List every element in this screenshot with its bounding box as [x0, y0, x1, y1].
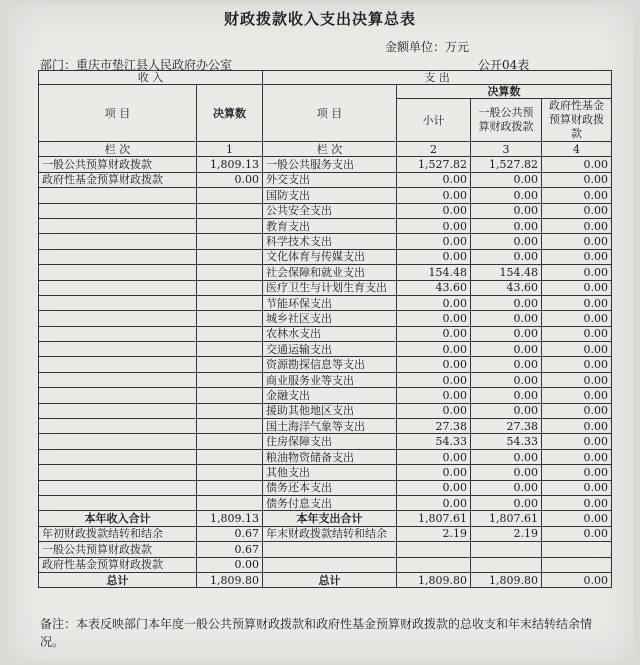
expenditure-item-cell: 节能环保支出	[263, 295, 397, 310]
income-item-cell: 总计	[39, 572, 197, 587]
header-row-1	[39, 71, 612, 85]
table-row	[39, 557, 612, 572]
expenditure-item-cell: 债务还本支出	[263, 480, 397, 495]
gov-fund-cell	[542, 557, 612, 572]
income-header: 收 入	[39, 71, 263, 85]
income-amount-cell	[197, 465, 263, 480]
expenditure-item-cell: 社会保障和就业支出	[263, 265, 397, 280]
gov-fund-cell: 0.00	[542, 372, 612, 387]
income-amount-cell	[197, 480, 263, 495]
general-budget-cell	[471, 542, 542, 557]
general-budget-cell: 0.00	[471, 465, 542, 480]
budget-summary-table	[38, 70, 612, 588]
table-row	[39, 295, 612, 310]
subtotal-cell: 0.00	[397, 234, 471, 249]
gov-fund-cell: 0.00	[542, 311, 612, 326]
general-budget-cell: 0.00	[471, 234, 542, 249]
subtotal-header: 小计	[397, 99, 471, 142]
general-budget-cell: 0.00	[471, 311, 542, 326]
gov-fund-cell: 0.00	[542, 480, 612, 495]
income-amount-cell	[197, 342, 263, 357]
income-item-cell	[39, 403, 197, 418]
income-item-cell	[39, 234, 197, 249]
income-item-cell: 一般公共预算财政拨款	[39, 157, 197, 172]
expenditure-item-cell: 金融支出	[263, 388, 397, 403]
income-amount-cell	[197, 388, 263, 403]
general-budget-cell: 1,527.82	[471, 157, 542, 172]
gov-fund-cell: 0.00	[542, 249, 612, 264]
expenditure-item-cell: 城乡社区支出	[263, 311, 397, 326]
expenditure-item-cell: 农林水支出	[263, 326, 397, 341]
income-amount-cell: 0.00	[197, 557, 263, 572]
subtotal-cell	[397, 557, 471, 572]
table-row	[39, 419, 612, 434]
gov-fund-cell: 0.00	[542, 157, 612, 172]
general-budget-cell: 0.00	[471, 403, 542, 418]
income-amount-cell	[197, 372, 263, 387]
subtotal-cell: 0.00	[397, 480, 471, 495]
gov-fund-cell: 0.00	[542, 188, 612, 203]
header-row-2	[39, 85, 612, 99]
expenditure-item-cell: 其他支出	[263, 465, 397, 480]
income-item-cell	[39, 295, 197, 310]
general-budget-cell: 2.19	[471, 526, 542, 541]
income-item-cell	[39, 188, 197, 203]
general-budget-cell: 0.00	[471, 480, 542, 495]
income-item-cell	[39, 419, 197, 434]
subtotal-cell: 0.00	[397, 372, 471, 387]
subtotal-cell: 0.00	[397, 172, 471, 187]
income-item-cell	[39, 495, 197, 510]
table-row	[39, 480, 612, 495]
gov-fund-cell: 0.00	[542, 357, 612, 372]
subtotal-cell: 0.00	[397, 326, 471, 341]
gov-fund-cell: 0.00	[542, 280, 612, 295]
subtotal-cell: 1,807.61	[397, 511, 471, 526]
expenditure-item-cell: 本年支出合计	[263, 511, 397, 526]
subtotal-cell: 0.00	[397, 495, 471, 510]
income-item-cell: 一般公共预算财政拨款	[39, 542, 197, 557]
gov-fund-cell: 0.00	[542, 388, 612, 403]
income-amount-cell	[197, 311, 263, 326]
gov-fund-cell: 0.00	[542, 526, 612, 541]
income-amount-cell	[197, 403, 263, 418]
income-item-cell	[39, 265, 197, 280]
department-label: 部门：重庆市垫江县人民政府办公室	[40, 58, 233, 72]
income-item-cell	[39, 480, 197, 495]
income-item-cell	[39, 449, 197, 464]
income-amount-cell	[197, 218, 263, 233]
income-amount-cell	[197, 434, 263, 449]
general-budget-cell: 1,809.80	[471, 572, 542, 587]
expenditure-item-cell: 债务付息支出	[263, 495, 397, 510]
subtotal-cell: 1,809.80	[397, 572, 471, 587]
expenditure-item-cell	[263, 557, 397, 572]
gov-fund-cell	[542, 542, 612, 557]
expenditure-item-cell: 外交支出	[263, 172, 397, 187]
expenditure-item-cell: 国防支出	[263, 188, 397, 203]
general-budget-cell: 0.00	[471, 249, 542, 264]
subtotal-cell: 0.00	[397, 465, 471, 480]
income-amount-cell: 0.67	[197, 542, 263, 557]
income-amount-cell: 0.00	[197, 172, 263, 187]
expenditure-item-cell: 教育支出	[263, 218, 397, 233]
expenditure-item-cell: 援助其他地区支出	[263, 403, 397, 418]
subtotal-cell: 0.00	[397, 249, 471, 264]
expenditure-item-cell: 年末财政拨款结转和结余	[263, 526, 397, 541]
table-row	[39, 357, 612, 372]
gov-fund-header: 政府性基金预算财政拨款	[542, 99, 612, 142]
expenditure-header: 支 出	[263, 71, 612, 85]
income-item-cell	[39, 311, 197, 326]
income-item-cell	[39, 326, 197, 341]
income-amount-cell: 1,809.13	[197, 157, 263, 172]
expenditure-item-cell: 医疗卫生与计划生育支出	[263, 280, 397, 295]
income-item-cell	[39, 342, 197, 357]
subtotal-cell: 0.00	[397, 449, 471, 464]
expenditure-item-header: 项 目	[263, 85, 397, 142]
expenditure-item-cell: 一般公共服务支出	[263, 157, 397, 172]
income-item-cell: 政府性基金预算财政拨款	[39, 557, 197, 572]
column-index-1: 1	[197, 142, 263, 157]
table-row	[39, 511, 612, 526]
subtotal-cell: 0.00	[397, 203, 471, 218]
footnote: 备注：本表反映部门本年度一般公共预算财政拨款和政府性基金预算财政拨款的总收支和年末结转结余情况。	[40, 617, 593, 649]
column-index-2: 2	[397, 142, 471, 157]
column-index-row	[39, 142, 612, 157]
general-budget-cell: 0.00	[471, 188, 542, 203]
table-row	[39, 372, 612, 387]
gov-fund-cell: 0.00	[542, 203, 612, 218]
income-item-cell	[39, 372, 197, 387]
expenditure-item-cell: 住房保障支出	[263, 434, 397, 449]
column-index-4: 4	[542, 142, 612, 157]
expenditure-item-cell: 总计	[263, 572, 397, 587]
subtotal-cell	[397, 542, 471, 557]
income-item-header: 项 目	[39, 85, 197, 142]
subtotal-cell: 0.00	[397, 403, 471, 418]
expenditure-item-cell: 商业服务业等支出	[263, 372, 397, 387]
table-row	[39, 249, 612, 264]
expenditure-item-cell: 文化体育与传媒支出	[263, 249, 397, 264]
income-amount-cell	[197, 249, 263, 264]
income-amount-header: 决算数	[197, 85, 263, 142]
general-budget-cell: 0.00	[471, 495, 542, 510]
income-amount-cell	[197, 449, 263, 464]
table-row	[39, 542, 612, 557]
subtotal-cell: 0.00	[397, 311, 471, 326]
subtotal-cell: 0.00	[397, 342, 471, 357]
gov-fund-cell: 0.00	[542, 172, 612, 187]
income-item-cell	[39, 465, 197, 480]
subtotal-cell: 54.33	[397, 434, 471, 449]
expenditure-item-cell: 国土海洋气象等支出	[263, 419, 397, 434]
general-budget-cell: 54.33	[471, 434, 542, 449]
expenditure-item-cell: 公共安全支出	[263, 203, 397, 218]
table-row	[39, 203, 612, 218]
table-row	[39, 234, 612, 249]
table-row	[39, 280, 612, 295]
table-row	[39, 572, 612, 587]
column-label: 栏 次	[39, 142, 197, 157]
expenditure-item-cell: 科学技术支出	[263, 234, 397, 249]
column-index-3: 3	[471, 142, 542, 157]
subtotal-cell: 0.00	[397, 218, 471, 233]
subtotal-cell: 43.60	[397, 280, 471, 295]
general-budget-cell: 1,807.61	[471, 511, 542, 526]
general-budget-cell: 0.00	[471, 326, 542, 341]
gov-fund-cell: 0.00	[542, 449, 612, 464]
income-item-cell	[39, 357, 197, 372]
income-item-cell: 本年收入合计	[39, 511, 197, 526]
expenditure-item-cell: 粮油物资储备支出	[263, 449, 397, 464]
table-row	[39, 449, 612, 464]
income-amount-cell: 1,809.13	[197, 511, 263, 526]
subtotal-cell: 0.00	[397, 188, 471, 203]
gov-fund-cell: 0.00	[542, 465, 612, 480]
general-budget-cell: 0.00	[471, 218, 542, 233]
income-amount-cell: 1,809.80	[197, 572, 263, 587]
general-budget-header: 一般公共预算财政拨款	[471, 99, 542, 142]
table-row	[39, 188, 612, 203]
general-budget-cell: 0.00	[471, 449, 542, 464]
general-budget-cell: 0.00	[471, 388, 542, 403]
gov-fund-cell: 0.00	[542, 434, 612, 449]
gov-fund-cell: 0.00	[542, 419, 612, 434]
income-amount-cell	[197, 234, 263, 249]
subtotal-cell: 154.48	[397, 265, 471, 280]
column-label: 栏 次	[263, 142, 397, 157]
gov-fund-cell: 0.00	[542, 326, 612, 341]
expenditure-amount-header: 决算数	[397, 85, 612, 99]
expenditure-item-cell: 资源勘探信息等支出	[263, 357, 397, 372]
table-row	[39, 403, 612, 418]
table-row	[39, 388, 612, 403]
subtotal-cell: 0.00	[397, 388, 471, 403]
income-amount-cell	[197, 188, 263, 203]
expenditure-item-cell	[263, 542, 397, 557]
gov-fund-cell: 0.00	[542, 511, 612, 526]
gov-fund-cell: 0.00	[542, 295, 612, 310]
subtotal-cell: 1,527.82	[397, 157, 471, 172]
general-budget-cell: 27.38	[471, 419, 542, 434]
table-row	[39, 326, 612, 341]
income-item-cell	[39, 249, 197, 264]
general-budget-cell: 0.00	[471, 295, 542, 310]
gov-fund-cell: 0.00	[542, 234, 612, 249]
income-amount-cell	[197, 419, 263, 434]
expenditure-item-cell: 交通运输支出	[263, 342, 397, 357]
table-row	[39, 157, 612, 172]
income-amount-cell	[197, 203, 263, 218]
income-amount-cell	[197, 295, 263, 310]
general-budget-cell	[471, 557, 542, 572]
income-item-cell	[39, 280, 197, 295]
income-item-cell	[39, 388, 197, 403]
table-row	[39, 172, 612, 187]
general-budget-cell: 0.00	[471, 203, 542, 218]
subtotal-cell: 27.38	[397, 419, 471, 434]
income-item-cell: 政府性基金预算财政拨款	[39, 172, 197, 187]
page-title: 财政拨款收入支出决算总表	[223, 10, 416, 28]
subtotal-cell: 2.19	[397, 526, 471, 541]
form-code: 公开04表	[478, 58, 530, 72]
general-budget-cell: 0.00	[471, 372, 542, 387]
general-budget-cell: 0.00	[471, 357, 542, 372]
table-row	[39, 265, 612, 280]
subtotal-cell: 0.00	[397, 357, 471, 372]
income-amount-cell: 0.67	[197, 526, 263, 541]
general-budget-cell: 0.00	[471, 172, 542, 187]
gov-fund-cell: 0.00	[542, 218, 612, 233]
table-row	[39, 434, 612, 449]
subtotal-cell: 0.00	[397, 295, 471, 310]
table-row	[39, 311, 612, 326]
gov-fund-cell: 0.00	[542, 572, 612, 587]
general-budget-cell: 0.00	[471, 342, 542, 357]
table-row	[39, 342, 612, 357]
gov-fund-cell: 0.00	[542, 342, 612, 357]
table-row	[39, 465, 612, 480]
income-amount-cell	[197, 357, 263, 372]
income-amount-cell	[197, 495, 263, 510]
income-amount-cell	[197, 265, 263, 280]
gov-fund-cell: 0.00	[542, 495, 612, 510]
income-amount-cell	[197, 326, 263, 341]
income-item-cell: 年初财政拨款结转和结余	[39, 526, 197, 541]
table-row	[39, 218, 612, 233]
unit-label: 金额单位：万元	[385, 40, 470, 54]
income-item-cell	[39, 203, 197, 218]
gov-fund-cell: 0.00	[542, 265, 612, 280]
income-item-cell	[39, 218, 197, 233]
table-row	[39, 495, 612, 510]
table-row	[39, 526, 612, 541]
income-item-cell	[39, 434, 197, 449]
general-budget-cell: 154.48	[471, 265, 542, 280]
income-amount-cell	[197, 280, 263, 295]
gov-fund-cell: 0.00	[542, 403, 612, 418]
general-budget-cell: 43.60	[471, 280, 542, 295]
